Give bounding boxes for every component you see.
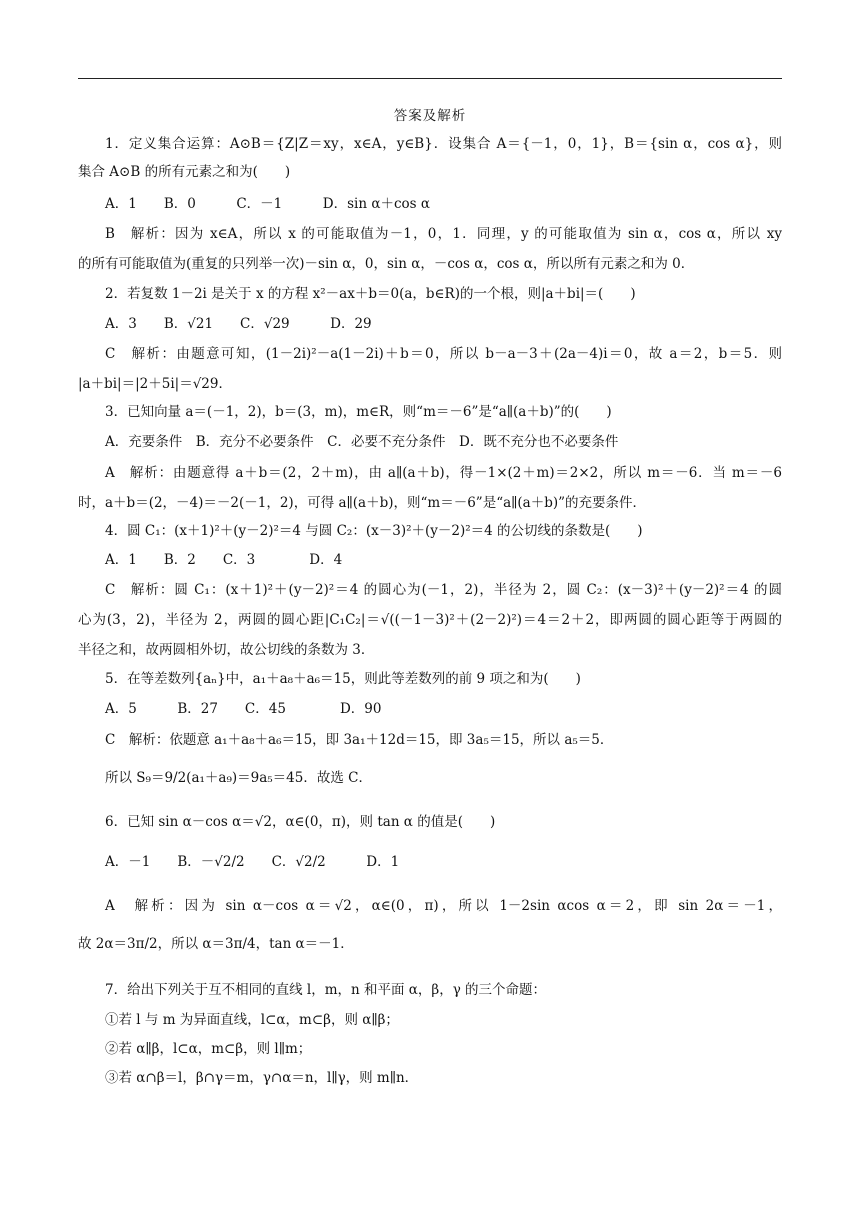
text-line: A．5 B．27 C．45 D．90: [105, 701, 382, 717]
page-title: 答案及解析: [393, 108, 467, 124]
header-rule: [78, 78, 782, 79]
text-line: ②若 α∥β，l⊂α，m⊂β，则 l∥m；: [105, 1041, 312, 1057]
text-line: A．1 B．2 C．3 D．4: [105, 552, 343, 568]
text-line: C 解析：由题意可知，(1－2i)²－a(1－2i)＋b＝0，所以 b－a－3＋(2a－4)i＝0，故 a＝2，b＝5．则: [105, 346, 782, 362]
text-line: 故 2α＝3π/2，所以 α＝3π/4，tan α＝－1．: [78, 936, 354, 952]
text-line: ①若 l 与 m 为异面直线，l⊂α，m⊂β，则 α∥β；: [105, 1012, 399, 1028]
text-line: 2．若复数 1－2i 是关于 x 的方程 x²－ax＋b＝0(a，b∈R)的一个根，则|a＋bi|＝( ): [105, 286, 636, 302]
text-line: 半径之和，故两圆相外切，故公切线的条数为 3．: [78, 642, 375, 658]
text-line: 5．在等差数列{aₙ}中，a₁＋a₈＋a₆＝15，则此等差数列的前 9 项之和为( ): [105, 671, 581, 687]
text-line: C 解析：圆 C₁：(x＋1)²＋(y－2)²＝4 的圆心为(－1，2)，半径为 2，圆 C₂：(x－3)²＋(y－2)²＝4 的圆: [105, 582, 782, 598]
text-line: A．充要条件 B．充分不必要条件 C．必要不充分条件 D．既不充分也不必要条件: [105, 434, 619, 450]
text-line: A．1 B．0 C．－1 D．sin α＋cos α: [105, 196, 430, 212]
text-line: 集合 A⊙B 的所有元素之和为( ): [78, 164, 291, 180]
text-line: 1．定义集合运算：A⊙B＝{Z|Z＝xy，x∈A，y∈B}．设集合 A＝{－1，0，1}，B＝{sin α，cos α}，则: [105, 136, 782, 152]
text-line: C 解析：依题意 a₁＋a₈＋a₆＝15，即 3a₁＋12d＝15，即 3a₅＝15，所以 a₅＝5．: [105, 732, 614, 748]
text-line: 4．圆 C₁：(x＋1)²＋(y－2)²＝4 与圆 C₂：(x－3)²＋(y－2)²＝4 的公切线的条数是( ): [105, 523, 643, 539]
text-line: 所以 S₉＝9/2(a₁＋a₉)＝9a₅＝45．故选 C．: [105, 770, 372, 786]
text-line: A 解析：由题意得 a＋b＝(2，2＋m)，由 a∥(a＋b)，得－1×(2＋m)＝2×2，所以 m＝－6．当 m＝－6: [105, 465, 782, 481]
text-line: 时，a＋b＝(2，－4)＝－2(－1，2)，可得 a∥(a＋b)，则“m＝－6”是“a∥(a＋b)”的充要条件．: [78, 495, 647, 511]
text-line: 7．给出下列关于互不相同的直线 l，m，n 和平面 α，β，γ 的三个命题：: [105, 982, 547, 998]
text-line: A．－1 B．－√2/2 C．√2/2 D．1: [105, 854, 400, 870]
text-line: 6．已知 sin α－cos α＝√2，α∈(0，π)，则 tan α 的值是( ): [105, 814, 496, 830]
text-line: 的所有可能取值为(重复的只列举一次)－sin α，0，sin α，－cos α，cos α，所以所有元素之和为 0．: [78, 256, 695, 272]
text-line: 心为(3，2)，半径为 2，两圆的圆心距|C₁C₂|＝√((－1－3)²＋(2－2)²)＝4＝2＋2，即两圆的圆心距等于两圆的: [78, 612, 782, 628]
text-line: A 解析：因为 sin α－cos α＝√2，α∈(0，π)，所以 1－2sin αcos α＝2，即 sin 2α＝－1，: [105, 898, 782, 914]
text-line: ③若 α∩β＝l，β∩γ＝m，γ∩α＝n，l∥γ，则 m∥n．: [105, 1070, 419, 1086]
text-line: |a＋bi|＝|2＋5i|＝√29．: [78, 376, 232, 392]
text-line: 3．已知向量 a＝(－1，2)，b＝(3，m)，m∈R，则“m＝－6”是“a∥(a＋b)”的( ): [105, 404, 612, 420]
text-line: A．3 B．√21 C．√29 D．29: [105, 316, 372, 332]
text-line: B 解析：因为 x∈A，所以 x 的可能取值为－1，0，1．同理，y 的可能取值为 sin α，cos α，所以 xy: [105, 226, 782, 242]
